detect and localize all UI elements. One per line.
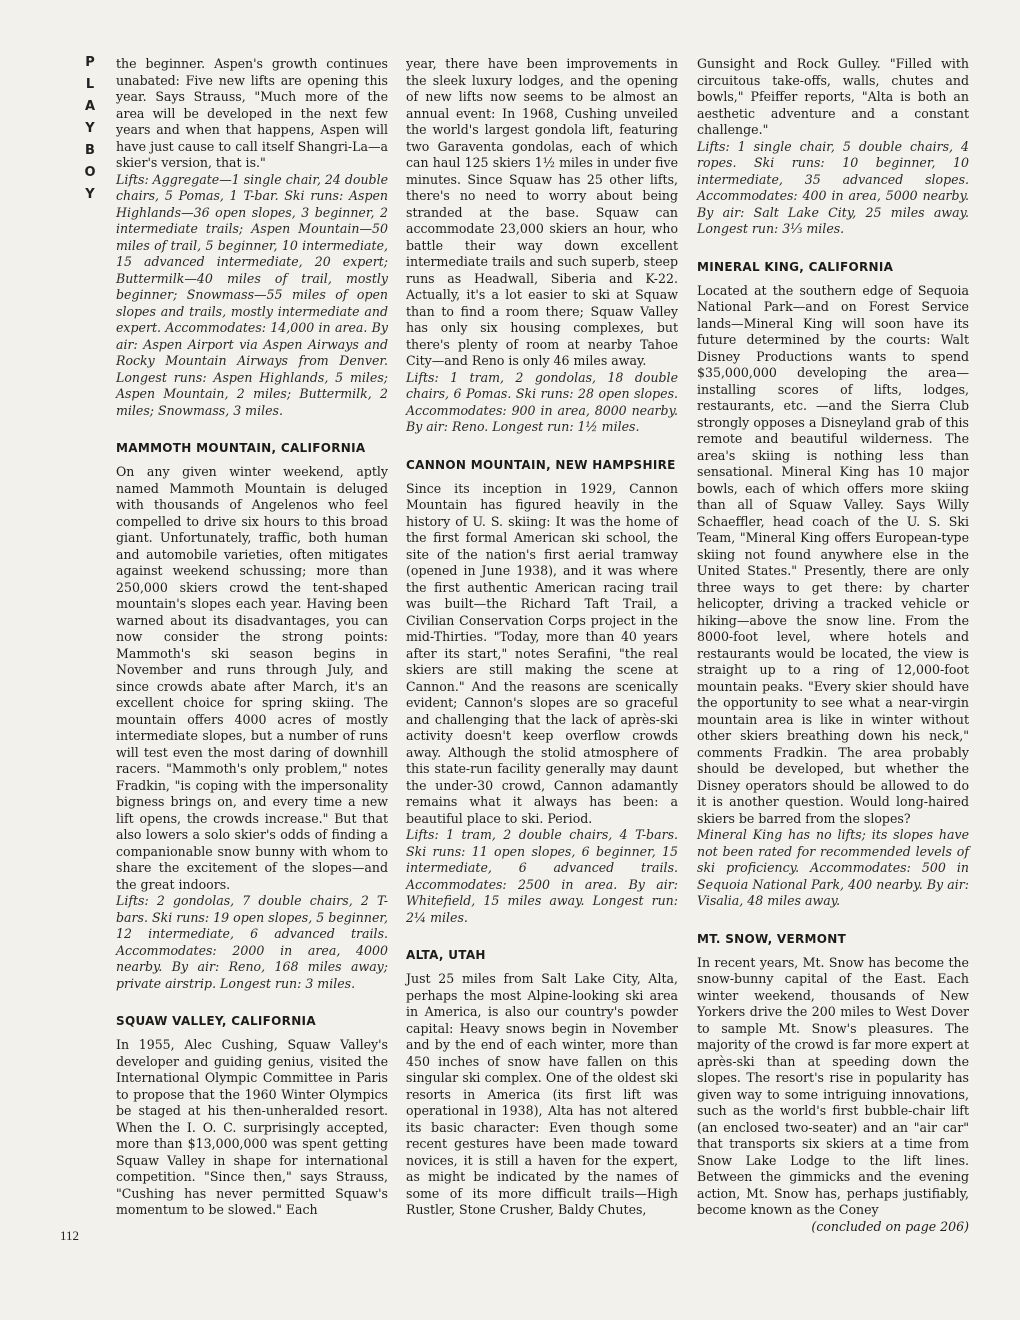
article-paragraph: Gunsight and Rock Gulley. "Filled with circuitous take-offs, walls, chutes and bowls," Pfeiffer reports, "Alta is both an aesthetic adventure and a constant challenge." <box>697 56 969 137</box>
column-1 <box>116 56 388 1219</box>
section-heading: CANNON MOUNTAIN, NEW HAMPSHIRE <box>406 457 676 472</box>
column-2 <box>406 56 678 1219</box>
column-3 <box>697 56 969 1235</box>
resort-info: Lifts: 1 single chair, 5 double chairs, 4 ropes. Ski runs: 10 beginner, 10 intermediate, 35 advanced slopes. Accommodates: 400 in area, 5000 nearby. By air: Salt Lake City, 25 miles away. Longest run: 3⅓ miles. <box>697 138 969 236</box>
masthead-letter: Y <box>85 121 95 136</box>
section-heading: MAMMOTH MOUNTAIN, CALIFORNIA <box>116 441 366 455</box>
resort-info: Lifts: 2 gondolas, 7 double chairs, 2 T-bars. Ski runs: 19 open slopes, 5 beginner, 12 intermediate, 6 advanced trails. Accommodates: 2000 in area, 4000 nearby. By air: Reno, 168 miles away; private airstrip. Longest run: 3 miles. <box>116 893 388 991</box>
page-number: 112 <box>60 1228 80 1243</box>
section-heading: MINERAL KING, CALIFORNIA <box>697 259 894 274</box>
section-heading: SQUAW VALLEY, CALIFORNIA <box>116 1014 316 1028</box>
article-paragraph: Located at the southern edge of Sequoia National Park—and on Forest Service lands—Mineral King will soon have its future determined by the courts: Walt Disney Productions wants to spend $35,000,000 developing the area—installing scores of lifts, lodges, restaurants, etc. —and the Sierra Club strongly opposes a Disneyland grab of this remote and beautiful wilderness. The area's skiing is nothing less than sensational. Mineral King has 10 major bowls, each of which offers more skiing than all of Squaw Valley. Says Willy Schaeffler, head coach of the U. S. Ski Team, "Mineral King offers European-type skiing not found anywhere else in the United States." Presently, there are only three ways to get there: by charter helicopter, driving a tracked vehicle or hiking—above the snow line. From the 8000-foot level, where hotels and restaurants would be located, the view is straight up to a ring of 12,000-foot mountain peaks. "Every skier should have the opportunity to see what a near-virgin mountain area is like in winter without other skiers breathing down his neck," comments Fradkin. The area probably should be developed, but whether the Disney operators should be allowed to do it is another question. Would long-haired skiers be barred from the slopes? <box>697 282 969 826</box>
resort-info: Lifts: 1 tram, 2 gondolas, 18 double chairs, 6 Pomas. Ski runs: 28 open slopes. Accommodates: 900 in area, 8000 nearby. By air: Reno. Longest run: 1½ miles. <box>406 369 678 434</box>
continued-note: (concluded on page 206) <box>811 1218 969 1234</box>
article-paragraph: On any given winter weekend, aptly named Mammoth Mountain is deluged with thousands of Angelenos who feel compelled to drive six hours to this broad giant. Unfortunately, traffic, both human and automobile varieties, often mitigates against weekend schussing; more than 250,000 skiers crowd the tent-shaped mountain's slopes each year. Having been warned about its disadvantages, you can now consider the strong points: Mammoth's ski season begins in November and runs through July, and since crowds abate after March, it's an excellent choice for spring skiing. The mountain offers 4000 acres of mostly intermediate slopes, but a number of runs will test even the most daring of downhill racers. "Mammoth's only problem," notes Fradkin, "is coping with the impersonality bigness brings on, and every time a new lift opens, the crowds increase." But that also lowers a solo skier's odds of finding a companionable snow bunny with whom to share the excitement of the slopes—and the great indoors. <box>116 464 388 892</box>
article-paragraph: In recent years, Mt. Snow has become the snow-bunny capital of the East. Each winter weekend, thousands of New Yorkers drive the 200 miles to West Dover to sample Mt. Snow's pleasures. The majority of the crowd is far more expert at après-ski than at speeding down the slopes. The resort's rise in popularity has given way to some intriguing innovations, such as the world's first bubble-chair lift (an enclosed two-seater) and an "air car" that transports six skiers at a time from Snow Lake Lodge to the lift lines. Between the gimmicks and the evening action, Mt. Snow has, perhaps justifiably, become known as the Coney <box>697 954 969 1217</box>
magazine-masthead <box>80 52 100 206</box>
article-paragraph: year, there have been improvements in the sleek luxury lodges, and the opening of new lifts now seems to be almost an annual event: In 1968, Cushing unveiled the world's largest gondola lift, featuring two Garaventa gondolas, each of which can haul 125 skiers 1½ miles in under five minutes. Since Squaw has 25 other lifts, there's no need to worry about being stranded at the base. Squaw can accommodate 23,000 skiers an hour, who battle their way down excellent intermediate trails and such superb, steep runs as Headwall, Siberia and K-22. Actually, it's a lot easier to ski at Squaw than to find a room there; Squaw Valley has only six housing complexes, but there's plenty of room at nearby Tahoe City—and Reno is only 46 miles away. <box>406 56 678 368</box>
resort-info: Mineral King has no lifts; its slopes have not been rated for recommended levels of ski proficiency. Accommodates: 500 in Sequoia National Park, 400 nearby. By air: Visalia, 48 miles away. <box>697 827 969 908</box>
resort-info: Lifts: 1 tram, 2 double chairs, 4 T-bars. Ski runs: 11 open slopes, 6 beginner, 15 intermediate, 6 advanced trails. Accommodates: 2500 in area. By air: Whitefield, 15 miles away. Longest run: 2¼ miles. <box>406 827 678 925</box>
masthead-letter: L <box>85 77 95 92</box>
resort-info: Lifts: Aggregate—1 single chair, 24 double chairs, 5 Pomas, 1 T-bar. Ski runs: Aspen Highlands—36 open slopes, 3 beginner, 2 intermediate trails; Aspen Mountain—50 miles of trail, 5 beginner, 10 intermediate, 15 advanced intermediate, 20 expert; Buttermilk—40 miles of trail, mostly beginner; Snowmass—55 miles of open slopes and trails, mostly intermediate and expert. Accommodates: 14,000 in area. By air: Aspen Airport via Aspen Airways and Rocky Mountain Airways from Denver. Longest runs: Aspen Highlands, 5 miles; Aspen Mountain, 2 miles; Buttermilk, 2 miles; Snowmass, 3 miles. <box>116 171 389 418</box>
masthead-letter: P <box>85 55 95 70</box>
masthead-letter: A <box>84 99 96 114</box>
masthead-letter: B <box>85 143 95 158</box>
article-paragraph: In 1955, Alec Cushing, Squaw Valley's developer and guiding genius, visited the International Olympic Committee in Paris to propose that the 1960 Winter Olympics be staged at his then-unheralded resort. When the I. O. C. surprisingly accepted, more than $13,000,000 was spent getting Squaw Valley in shape for international competition. "Since then," says Strauss, "Cushing has never permitted Squaw's momentum to be slowed." Each <box>116 1037 388 1217</box>
section-heading: ALTA, UTAH <box>406 948 486 962</box>
masthead-letter: Y <box>85 187 95 202</box>
article-paragraph: Since its inception in 1929, Cannon Mountain has figured heavily in the history of U. S. skiing: It was the home of the first formal American ski school, the site of the nation's first aerial tramway (opened in June 1938), and it was where the first authentic American racing trail was built—the Richard Taft Trail, a Civilian Conservation Corps project in the mid-Thirties. "Today, more than 40 years after its start," notes Serafini, "the real skiers are still making the scene at Cannon." And the reasons are scenically evident; Cannon's slopes are so graceful and challenging that the lack of après-ski activity doesn't keep overflow crowds away. Although the stolid atmosphere of this state-run facility generally may daunt the under-30 crowd, Cannon adamantly remains what it always has been: a beautiful place to ski. Period. <box>406 480 678 826</box>
article-paragraph: the beginner. Aspen's growth continues unabated: Five new lifts are opening this year. Says Strauss, "Much more of the area will be developed in the next few years and when that happens, Aspen will have just cause to call itself Shangri-La—a skier's version, that is." <box>116 56 388 170</box>
article-paragraph: Just 25 miles from Salt Lake City, Alta, perhaps the most Alpine-looking ski area in America, is also our country's powder capital: Heavy snows begin in November and by the end of each winter, more than 450 inches of snow have fallen on this singular ski complex. One of the oldest ski resorts in America (its first lift was operational in 1938), Alta has not altered its basic character: Even though some recent gestures have been made toward novices, it is still a haven for the expert, as might be indicated by the names of some of its more difficult trails—High Rustler, Stone Crusher, Baldy Chutes, <box>406 971 678 1217</box>
section-heading: MT. SNOW, VERMONT <box>697 931 847 946</box>
masthead-letter: O <box>84 165 96 180</box>
